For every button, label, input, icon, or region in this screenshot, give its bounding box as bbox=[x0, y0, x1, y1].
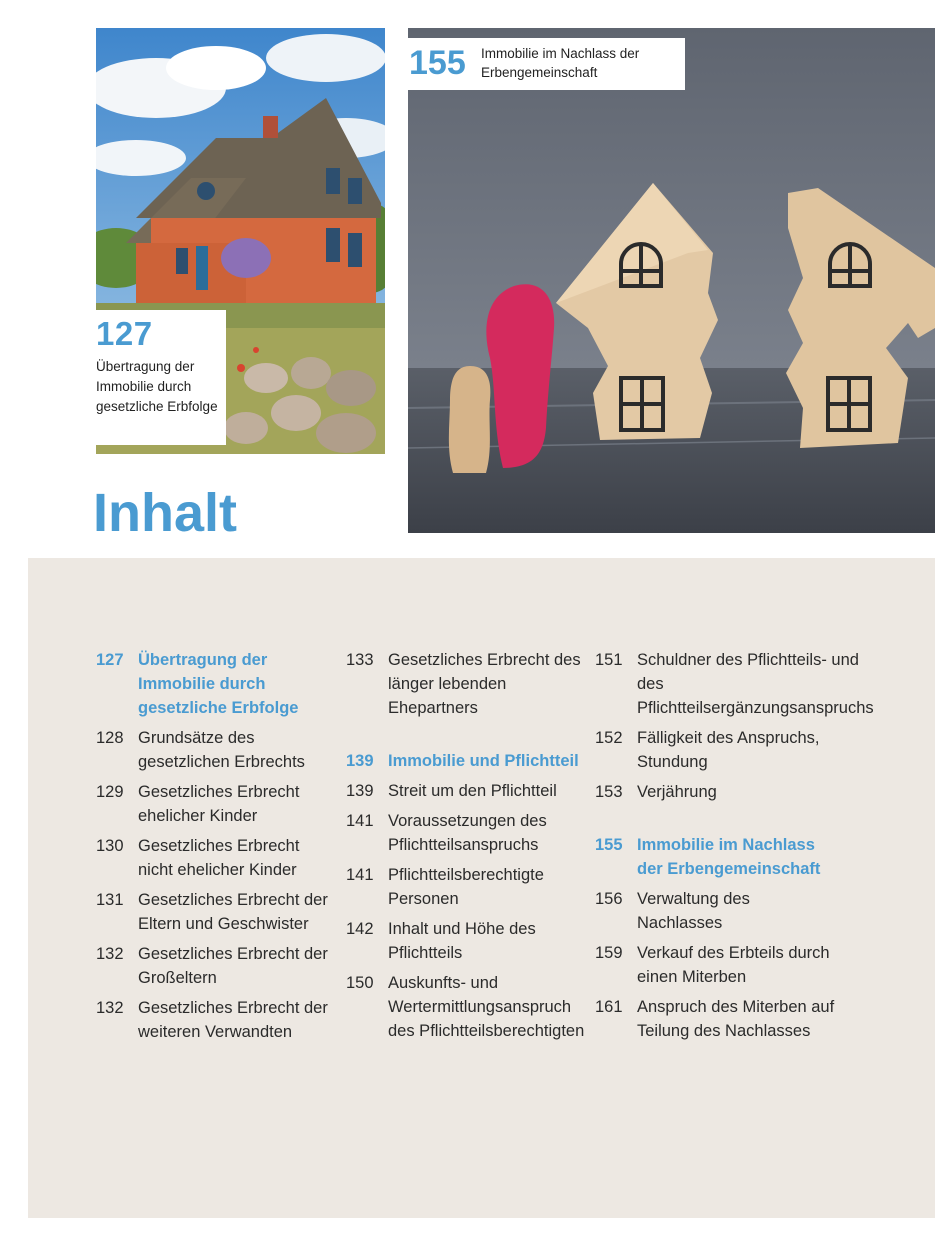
toc-page-number: 155 bbox=[595, 836, 623, 854]
toc-entry[interactable] bbox=[346, 779, 586, 803]
toc-entry[interactable] bbox=[346, 648, 586, 720]
toc-section-entry[interactable] bbox=[346, 749, 586, 773]
toc-entry[interactable] bbox=[346, 809, 586, 857]
toc-entry-title: Gesetzliches Erbrecht ehelicher Kinder bbox=[138, 783, 300, 825]
toc-entry-title: Verwaltung des Nachlasses bbox=[637, 890, 750, 932]
toc-entry-title: Pflichtteilsberechtigte Personen bbox=[388, 866, 544, 908]
toc-page-number: 128 bbox=[96, 729, 124, 747]
toc-page-number: 142 bbox=[346, 920, 374, 938]
callout-155 bbox=[408, 38, 685, 90]
toc-entry[interactable] bbox=[96, 726, 336, 774]
toc-page-number: 130 bbox=[96, 837, 124, 855]
toc-entry[interactable] bbox=[96, 888, 336, 936]
toc-entry-title: Gesetzliches Erbrecht der Großeltern bbox=[138, 945, 328, 987]
toc-entry[interactable] bbox=[595, 941, 835, 989]
callout-155-number: 155 bbox=[409, 44, 466, 82]
toc-entry-title: Streit um den Pflichtteil bbox=[388, 782, 557, 800]
toc-entry-title: Gesetzliches Erbrecht nicht ehelicher Kinder bbox=[138, 837, 300, 879]
toc-page-number: 141 bbox=[346, 812, 374, 830]
toc-entry[interactable] bbox=[96, 942, 336, 990]
toc-entry-title: Grundsätze des gesetzlichen Erbrechts bbox=[138, 729, 305, 771]
toc-page-number: 132 bbox=[96, 999, 124, 1017]
toc-entry[interactable] bbox=[595, 726, 835, 774]
callout-127-number: 127 bbox=[96, 315, 153, 352]
toc-column-3 bbox=[595, 648, 874, 1049]
toc-page-number: 151 bbox=[595, 651, 623, 669]
toc-entry-title: Gesetzliches Erbrecht des länger lebenden Ehepartners bbox=[388, 651, 581, 717]
toc-entry[interactable] bbox=[595, 780, 835, 804]
toc-entry[interactable] bbox=[346, 863, 586, 911]
toc-entry-title: Übertragung der Immobilie durch gesetzliche Erbfolge bbox=[138, 651, 299, 717]
toc-page-number: 129 bbox=[96, 783, 124, 801]
callout-155-caption: Immobilie im Nachlass der Erbengemeinschaft bbox=[481, 46, 640, 80]
toc-page-number: 150 bbox=[346, 974, 374, 992]
toc-section-entry[interactable] bbox=[595, 833, 835, 881]
toc-page-number: 153 bbox=[595, 783, 623, 801]
toc-entry[interactable] bbox=[595, 995, 835, 1043]
toc-entry-title: Immobilie und Pflichtteil bbox=[388, 752, 579, 770]
toc-entry-title: Gesetzliches Erbrecht der Eltern und Geschwister bbox=[138, 891, 328, 933]
toc-entry[interactable] bbox=[96, 834, 336, 882]
toc-entry-title: Anspruch des Miterben auf Teilung des Nachlasses bbox=[637, 998, 835, 1040]
toc-column-1 bbox=[96, 648, 336, 1050]
toc-entry-title: Verjährung bbox=[637, 783, 717, 801]
toc-page-number: 127 bbox=[96, 651, 124, 669]
page-title: Inhalt bbox=[93, 483, 237, 543]
toc-page-number: 156 bbox=[595, 890, 623, 908]
toc-entry-title: Immobilie im Nachlass der Erbengemeinschaft bbox=[637, 836, 821, 878]
toc-page-number: 131 bbox=[96, 891, 124, 909]
toc-page-number: 152 bbox=[595, 729, 623, 747]
toc-page-number: 139 bbox=[346, 782, 374, 800]
toc-column-2 bbox=[346, 648, 586, 1049]
toc-section-entry[interactable] bbox=[96, 648, 336, 720]
puzzle-houses-photo bbox=[408, 28, 935, 533]
callout-127-caption: Übertragung der Immobilie durch gesetzliche Erbfolge bbox=[96, 359, 218, 414]
toc-entry-title: Auskunfts- und Wertermittlungsanspruch des Pflichtteilsberechtigten bbox=[388, 974, 585, 1040]
toc-entry[interactable] bbox=[346, 971, 586, 1043]
toc-entry-title: Schuldner des Pflichtteils- und des Pflichtteilsergänzungsanspruchs bbox=[637, 651, 874, 717]
toc-page-number: 159 bbox=[595, 944, 623, 962]
callout-127 bbox=[96, 310, 226, 445]
toc-entry-title: Inhalt und Höhe des Pflichtteils bbox=[388, 920, 536, 962]
toc-entry[interactable] bbox=[346, 917, 586, 965]
toc-entry[interactable] bbox=[595, 648, 874, 720]
toc-entry-title: Fälligkeit des Anspruchs, Stundung bbox=[637, 729, 820, 771]
toc-page-number: 132 bbox=[96, 945, 124, 963]
toc-page-number: 141 bbox=[346, 866, 374, 884]
toc-entry-title: Gesetzliches Erbrecht der weiteren Verwandten bbox=[138, 999, 328, 1041]
toc-entry[interactable] bbox=[595, 887, 835, 935]
toc-page-number: 161 bbox=[595, 998, 623, 1016]
toc-entry-title: Verkauf des Erbteils durch einen Miterben bbox=[637, 944, 830, 986]
toc-entry[interactable] bbox=[96, 780, 336, 828]
toc-entry-title: Voraussetzungen des Pflichtteilsanspruchs bbox=[388, 812, 547, 854]
toc-entry[interactable] bbox=[96, 996, 336, 1044]
toc-page-number: 133 bbox=[346, 651, 374, 669]
toc-page-number: 139 bbox=[346, 752, 374, 770]
